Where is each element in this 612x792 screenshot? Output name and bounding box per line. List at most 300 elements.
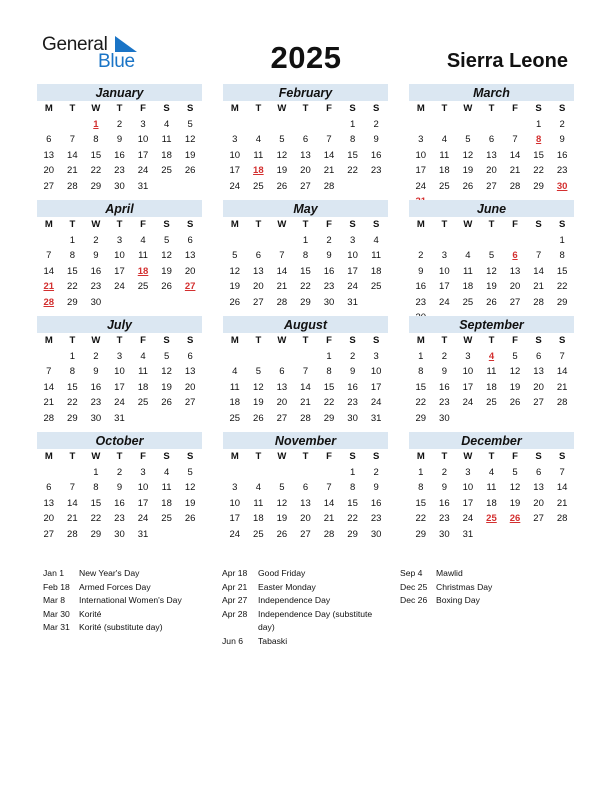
day-cell: 21 bbox=[67, 165, 78, 176]
day-cell: 14 bbox=[556, 366, 568, 377]
day-cell: 5 bbox=[187, 118, 193, 130]
holiday-column bbox=[400, 567, 558, 608]
day-cell bbox=[456, 117, 480, 133]
day-cell: 8 bbox=[93, 134, 99, 145]
day-cell: 29 bbox=[415, 528, 427, 540]
month-august bbox=[223, 316, 388, 426]
weekday-header-row bbox=[223, 101, 388, 117]
day-cell: 29 bbox=[323, 412, 335, 424]
weekday-label: M bbox=[416, 219, 425, 230]
day-cell: 9 bbox=[116, 134, 123, 145]
week-row bbox=[223, 163, 388, 179]
day-cell: 19 bbox=[229, 281, 241, 292]
weekday-label: F bbox=[326, 335, 332, 346]
day-cell: 3 bbox=[140, 466, 146, 478]
day-cell bbox=[294, 465, 318, 481]
week-row bbox=[37, 179, 202, 195]
week-row bbox=[223, 411, 388, 427]
holiday-name: International Women's Day bbox=[79, 595, 182, 605]
day-cell bbox=[527, 411, 551, 427]
weekday-label: T bbox=[488, 103, 495, 114]
day-cell: 14 bbox=[43, 265, 55, 277]
weekday-label: S bbox=[535, 451, 542, 462]
day-cell: 7 bbox=[559, 350, 565, 362]
day-cell bbox=[155, 295, 179, 311]
day-cell: 17 bbox=[415, 165, 427, 176]
week-row bbox=[409, 465, 574, 481]
day-cell: 27 bbox=[253, 296, 264, 308]
day-cell bbox=[131, 295, 155, 311]
weekday-label: T bbox=[302, 103, 309, 114]
day-cell: 20 bbox=[509, 281, 521, 292]
holiday-name: Korité bbox=[79, 608, 102, 619]
day-cell: 15 bbox=[533, 149, 544, 161]
day-cell: 15 bbox=[90, 497, 102, 509]
holiday-item bbox=[43, 581, 201, 595]
weekday-label: F bbox=[512, 335, 518, 346]
weekday-label: F bbox=[326, 219, 332, 230]
day-cell: 17 bbox=[462, 497, 474, 509]
day-cell bbox=[223, 465, 247, 481]
holiday-day-cell: 27 bbox=[184, 281, 196, 292]
month-title: October bbox=[37, 432, 202, 449]
holiday-date: Dec 26 bbox=[400, 595, 428, 605]
day-cell: 22 bbox=[300, 281, 311, 292]
day-cell: 17 bbox=[370, 381, 382, 393]
day-cell: 17 bbox=[114, 265, 125, 277]
day-cell bbox=[247, 117, 271, 133]
day-cell: 2 bbox=[373, 466, 379, 478]
holiday-item bbox=[222, 581, 380, 595]
weekday-label: T bbox=[69, 335, 76, 346]
day-cell: 3 bbox=[349, 234, 356, 246]
week-row bbox=[223, 248, 388, 264]
weekday-label: S bbox=[558, 451, 566, 462]
week-row bbox=[223, 395, 388, 411]
day-cell: 12 bbox=[253, 381, 264, 393]
week-row bbox=[37, 480, 202, 496]
weekday-header-row bbox=[223, 217, 388, 233]
day-cell: 10 bbox=[370, 366, 382, 377]
day-cell: 18 bbox=[253, 513, 264, 524]
day-cell: 2 bbox=[326, 234, 332, 246]
day-cell: 22 bbox=[415, 513, 427, 524]
month-title: March bbox=[409, 84, 574, 101]
day-cell: 9 bbox=[441, 482, 447, 493]
week-row bbox=[409, 132, 574, 148]
day-cell: 6 bbox=[535, 350, 542, 362]
day-cell: 6 bbox=[255, 250, 261, 261]
month-title: July bbox=[37, 316, 202, 333]
day-cell: 14 bbox=[509, 149, 521, 161]
day-cell: 18 bbox=[462, 281, 474, 292]
day-cell: 8 bbox=[349, 482, 356, 493]
weekday-label: F bbox=[326, 103, 332, 114]
day-cell: 1 bbox=[69, 234, 75, 246]
weekday-header-row bbox=[409, 217, 574, 233]
day-cell: 6 bbox=[46, 482, 52, 493]
day-cell: 4 bbox=[140, 350, 146, 362]
day-cell bbox=[178, 179, 202, 195]
day-cell bbox=[341, 179, 365, 195]
day-cell: 5 bbox=[512, 350, 518, 362]
holiday-date: Mar 30 bbox=[43, 608, 70, 619]
day-cell: 27 bbox=[276, 412, 288, 424]
day-cell: 16 bbox=[90, 381, 102, 393]
day-cell: 21 bbox=[556, 497, 568, 509]
country-name: Sierra Leone bbox=[446, 50, 568, 72]
day-cell: 6 bbox=[187, 234, 193, 246]
day-cell: 26 bbox=[462, 180, 474, 192]
day-cell bbox=[364, 295, 388, 311]
weekday-label: S bbox=[558, 335, 566, 346]
weekday-label: S bbox=[535, 219, 542, 230]
day-cell: 30 bbox=[347, 412, 358, 424]
weekday-label: S bbox=[349, 451, 356, 462]
day-cell: 22 bbox=[556, 281, 568, 292]
day-cell: 31 bbox=[137, 180, 149, 192]
holiday-name: Independence Day (substitute day) bbox=[258, 608, 373, 632]
day-cell: 7 bbox=[535, 250, 542, 261]
day-cell: 25 bbox=[161, 165, 172, 176]
day-cell: 27 bbox=[300, 180, 311, 192]
day-cell: 8 bbox=[326, 366, 332, 377]
day-cell: 28 bbox=[533, 296, 544, 308]
day-cell: 7 bbox=[326, 482, 332, 493]
day-cell: 14 bbox=[323, 497, 335, 509]
day-cell: 23 bbox=[415, 296, 427, 308]
holiday-item bbox=[222, 567, 380, 581]
day-cell: 2 bbox=[559, 118, 565, 130]
day-cell: 23 bbox=[114, 165, 125, 176]
day-cell: 23 bbox=[556, 165, 568, 176]
day-cell bbox=[456, 411, 480, 427]
day-cell bbox=[503, 117, 527, 133]
day-cell: 14 bbox=[67, 149, 78, 161]
day-cell: 17 bbox=[229, 165, 241, 176]
day-cell: 11 bbox=[161, 482, 172, 493]
day-cell: 13 bbox=[533, 366, 544, 377]
day-cell: 9 bbox=[373, 134, 379, 145]
day-cell bbox=[503, 233, 527, 249]
weekday-label: T bbox=[441, 335, 448, 346]
day-cell bbox=[433, 233, 457, 249]
day-cell: 9 bbox=[418, 265, 424, 277]
day-cell: 17 bbox=[114, 381, 125, 393]
day-cell: 5 bbox=[512, 466, 518, 478]
day-cell: 14 bbox=[556, 482, 568, 493]
weekday-label: W bbox=[91, 103, 101, 114]
day-cell: 8 bbox=[69, 366, 75, 377]
day-cell: 6 bbox=[46, 134, 52, 145]
day-cell: 28 bbox=[67, 528, 78, 540]
weekday-label: S bbox=[349, 103, 356, 114]
day-cell: 16 bbox=[323, 265, 335, 277]
day-cell: 24 bbox=[114, 281, 125, 292]
day-cell: 21 bbox=[556, 381, 568, 393]
weekday-label: S bbox=[349, 219, 356, 230]
holiday-column bbox=[43, 567, 201, 635]
day-cell: 13 bbox=[276, 381, 288, 393]
logo bbox=[42, 34, 142, 74]
day-cell bbox=[270, 233, 294, 249]
weekday-label: S bbox=[372, 219, 380, 230]
week-row bbox=[409, 248, 574, 264]
day-cell: 19 bbox=[161, 265, 172, 277]
day-cell: 25 bbox=[253, 528, 264, 540]
month-march bbox=[409, 84, 574, 210]
day-cell: 7 bbox=[279, 250, 285, 261]
day-cell: 10 bbox=[462, 366, 474, 377]
day-cell: 4 bbox=[441, 134, 447, 145]
day-cell bbox=[294, 349, 318, 365]
week-row bbox=[37, 380, 202, 396]
day-cell bbox=[108, 295, 132, 311]
weekday-label: T bbox=[255, 335, 262, 346]
day-cell: 6 bbox=[488, 134, 495, 145]
day-cell: 11 bbox=[161, 134, 172, 145]
day-cell: 31 bbox=[347, 296, 358, 308]
day-cell: 24 bbox=[439, 296, 450, 308]
day-cell: 26 bbox=[276, 180, 288, 192]
day-cell: 1 bbox=[349, 466, 356, 478]
week-row bbox=[223, 148, 388, 164]
week-row bbox=[409, 527, 574, 543]
day-cell: 19 bbox=[509, 497, 521, 509]
day-cell: 18 bbox=[229, 397, 241, 408]
day-cell: 20 bbox=[43, 165, 55, 176]
weekday-label: W bbox=[463, 335, 473, 346]
month-february bbox=[223, 84, 388, 194]
weekday-label: S bbox=[186, 219, 194, 230]
week-row bbox=[223, 179, 388, 195]
weekday-label: S bbox=[163, 451, 170, 462]
day-cell: 9 bbox=[559, 134, 565, 145]
weekday-header-row bbox=[37, 101, 202, 117]
day-cell: 27 bbox=[509, 296, 521, 308]
day-cell: 27 bbox=[43, 180, 55, 192]
day-cell: 18 bbox=[439, 165, 450, 176]
day-cell: 26 bbox=[486, 296, 497, 308]
day-cell: 19 bbox=[184, 497, 196, 509]
day-cell: 13 bbox=[300, 497, 311, 509]
day-cell: 1 bbox=[535, 118, 542, 130]
day-cell: 14 bbox=[276, 265, 288, 277]
weekday-label: S bbox=[186, 335, 194, 346]
day-cell: 13 bbox=[43, 149, 55, 161]
weekday-label: S bbox=[163, 103, 170, 114]
day-cell: 23 bbox=[370, 513, 382, 524]
week-row bbox=[223, 380, 388, 396]
week-row bbox=[37, 411, 202, 427]
day-cell: 12 bbox=[184, 134, 196, 145]
day-cell: 24 bbox=[229, 180, 241, 192]
day-cell: 28 bbox=[556, 513, 568, 524]
day-cell bbox=[247, 465, 271, 481]
holiday-item bbox=[222, 594, 380, 608]
day-cell: 3 bbox=[232, 482, 238, 493]
weekday-label: T bbox=[441, 219, 448, 230]
holiday-date: Jun 6 bbox=[222, 635, 244, 646]
day-cell: 15 bbox=[347, 149, 358, 161]
week-row bbox=[223, 364, 388, 380]
day-cell: 13 bbox=[509, 265, 521, 277]
day-cell: 8 bbox=[69, 250, 75, 261]
day-cell: 1 bbox=[418, 466, 424, 478]
day-cell: 21 bbox=[533, 281, 544, 292]
day-cell: 5 bbox=[255, 366, 261, 377]
day-cell: 25 bbox=[370, 281, 382, 292]
holiday-day-cell: 18 bbox=[253, 165, 264, 176]
logo-blue-text: Blue bbox=[98, 51, 135, 72]
day-cell bbox=[456, 233, 480, 249]
week-row bbox=[223, 295, 388, 311]
weekday-label: M bbox=[416, 335, 425, 346]
month-december bbox=[409, 432, 574, 542]
holiday-item bbox=[43, 567, 201, 581]
week-row bbox=[37, 295, 202, 311]
weekday-label: M bbox=[416, 451, 425, 462]
day-cell: 18 bbox=[370, 265, 382, 277]
day-cell: 13 bbox=[184, 366, 196, 377]
day-cell bbox=[223, 117, 247, 133]
day-cell: 29 bbox=[300, 296, 311, 308]
day-cell: 8 bbox=[418, 482, 424, 493]
day-cell: 24 bbox=[415, 180, 427, 192]
day-cell: 6 bbox=[279, 366, 285, 377]
day-cell: 5 bbox=[163, 350, 170, 362]
weekday-label: T bbox=[302, 451, 309, 462]
week-row bbox=[37, 511, 202, 527]
week-row bbox=[409, 480, 574, 496]
day-cell bbox=[550, 527, 574, 543]
day-cell: 28 bbox=[276, 296, 288, 308]
day-cell: 7 bbox=[559, 466, 565, 478]
day-cell: 10 bbox=[229, 497, 241, 509]
holiday-day-cell: 26 bbox=[509, 513, 521, 524]
day-cell: 23 bbox=[347, 397, 358, 408]
day-cell: 2 bbox=[373, 118, 379, 130]
weekday-label: T bbox=[488, 219, 495, 230]
week-row bbox=[409, 395, 574, 411]
day-cell bbox=[270, 117, 294, 133]
day-cell: 4 bbox=[488, 466, 495, 478]
day-cell: 3 bbox=[232, 134, 238, 145]
day-cell: 11 bbox=[253, 497, 264, 509]
week-row bbox=[37, 465, 202, 481]
weekday-label: S bbox=[372, 103, 380, 114]
day-cell: 8 bbox=[349, 134, 356, 145]
day-cell: 7 bbox=[69, 482, 75, 493]
day-cell bbox=[37, 465, 61, 481]
holiday-item bbox=[222, 635, 380, 649]
day-cell: 4 bbox=[465, 250, 471, 261]
day-cell: 29 bbox=[415, 412, 427, 424]
day-cell bbox=[433, 117, 457, 133]
day-cell: 28 bbox=[43, 412, 55, 424]
day-cell: 3 bbox=[441, 250, 447, 261]
week-row bbox=[37, 132, 202, 148]
week-row bbox=[37, 264, 202, 280]
weekday-label: T bbox=[69, 103, 76, 114]
day-cell: 23 bbox=[90, 397, 102, 408]
day-cell: 5 bbox=[232, 250, 238, 261]
day-cell bbox=[37, 349, 61, 365]
day-cell: 25 bbox=[462, 296, 474, 308]
week-row bbox=[409, 233, 574, 249]
week-row bbox=[409, 411, 574, 427]
day-cell bbox=[480, 117, 504, 133]
day-cell: 11 bbox=[253, 149, 264, 161]
day-cell: 16 bbox=[415, 281, 427, 292]
day-cell: 7 bbox=[512, 134, 518, 145]
day-cell: 14 bbox=[43, 381, 55, 393]
day-cell: 14 bbox=[533, 265, 544, 277]
day-cell: 10 bbox=[439, 265, 450, 277]
weekday-label: T bbox=[302, 335, 309, 346]
day-cell: 26 bbox=[229, 296, 241, 308]
day-cell: 21 bbox=[43, 397, 55, 408]
day-cell: 11 bbox=[439, 149, 450, 161]
day-cell: 24 bbox=[229, 528, 241, 540]
holiday-day-cell: 21 bbox=[43, 281, 55, 292]
weekday-label: M bbox=[230, 451, 239, 462]
day-cell bbox=[247, 349, 271, 365]
day-cell: 27 bbox=[43, 528, 55, 540]
day-cell: 4 bbox=[163, 466, 170, 478]
weekday-header-row bbox=[223, 449, 388, 465]
holiday-date: Dec 25 bbox=[400, 581, 428, 592]
weekday-label: S bbox=[535, 335, 542, 346]
month-april bbox=[37, 200, 202, 310]
holiday-day-cell: 30 bbox=[556, 180, 568, 192]
weekday-label: W bbox=[91, 335, 101, 346]
day-cell: 15 bbox=[415, 381, 427, 393]
day-cell: 30 bbox=[323, 296, 335, 308]
month-title: December bbox=[409, 432, 574, 449]
holiday-name: Tabaski bbox=[258, 635, 288, 646]
day-cell: 18 bbox=[486, 381, 497, 393]
weekday-label: S bbox=[372, 335, 380, 346]
day-cell: 22 bbox=[90, 165, 102, 176]
weekday-label: M bbox=[44, 219, 53, 230]
day-cell: 5 bbox=[465, 134, 471, 145]
day-cell: 17 bbox=[137, 149, 149, 161]
day-cell: 28 bbox=[323, 180, 335, 192]
day-cell: 31 bbox=[370, 412, 382, 424]
day-cell: 22 bbox=[90, 513, 102, 524]
weekday-label: T bbox=[488, 335, 495, 346]
day-cell: 4 bbox=[163, 118, 170, 130]
week-row bbox=[409, 380, 574, 396]
weekday-label: S bbox=[186, 103, 194, 114]
week-row bbox=[37, 163, 202, 179]
day-cell: 1 bbox=[559, 234, 565, 246]
day-cell: 27 bbox=[184, 397, 196, 408]
day-cell: 9 bbox=[349, 366, 356, 377]
day-cell: 17 bbox=[137, 497, 149, 509]
month-title: September bbox=[409, 316, 574, 333]
logo-general-text: General bbox=[42, 34, 108, 55]
day-cell: 20 bbox=[533, 497, 544, 509]
day-cell: 15 bbox=[415, 497, 427, 509]
day-cell: 13 bbox=[486, 149, 497, 161]
weekday-label: F bbox=[140, 219, 146, 230]
weekday-header-row bbox=[223, 333, 388, 349]
day-cell: 22 bbox=[533, 165, 544, 176]
weekday-label: T bbox=[441, 451, 448, 462]
day-cell: 20 bbox=[300, 165, 311, 176]
